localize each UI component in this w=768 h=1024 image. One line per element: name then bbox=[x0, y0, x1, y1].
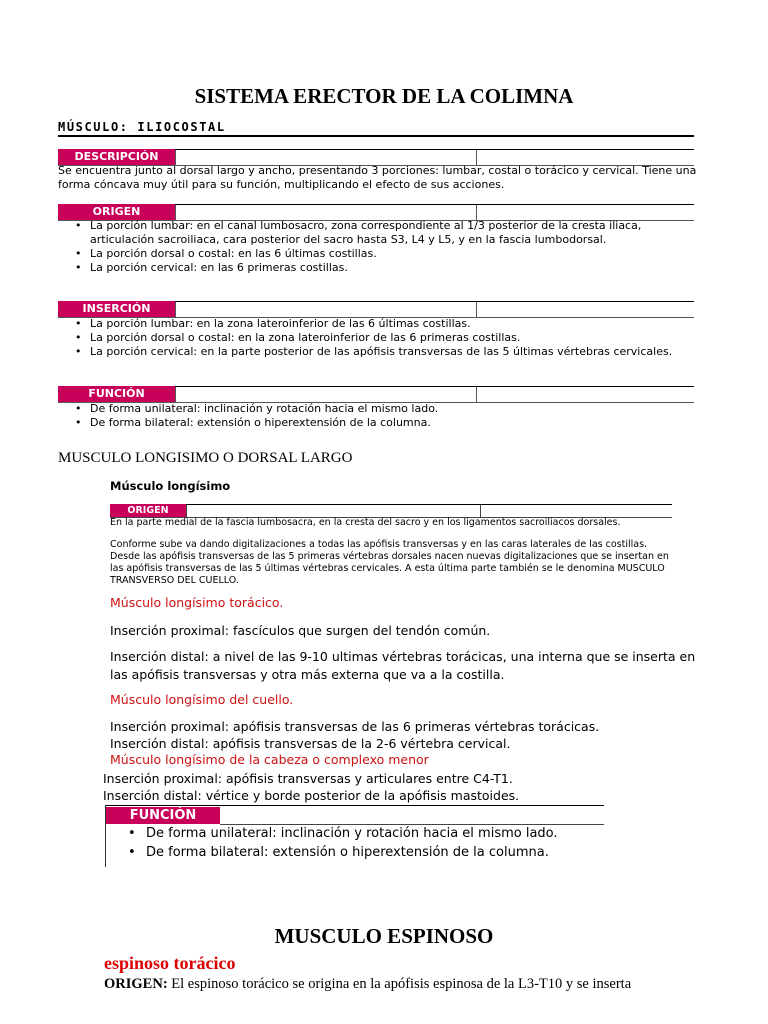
cuello-proximal: Inserción proximal: apófisis transversas de las 6 primeras vértebras torácicas. bbox=[110, 719, 600, 734]
list-item: • De forma bilateral: extensión o hiperextensión de la columna. bbox=[58, 416, 698, 430]
list-item: • La porción lumbar: en el canal lumbosacro, zona correspondiente al 1/3 posterior de la cresta iliaca, bbox=[58, 219, 698, 233]
heading-rule bbox=[58, 135, 694, 137]
toracico-proximal: Inserción proximal: fascículos que surgen del tendón común. bbox=[110, 623, 491, 638]
list-item: • La porción lumbar: en la zona lateroinferior de las 6 últimas costillas. bbox=[58, 317, 698, 331]
toracico-distal-2: las apófisis transversas y otra más externa que va a la costilla. bbox=[110, 667, 505, 682]
section-heading-espinoso: MUSCULO ESPINOSO bbox=[274, 924, 494, 948]
list-item: • De forma bilateral: extensión o hiperextensión de la columna. bbox=[106, 843, 558, 862]
list-item: • La porción cervical: en las 6 primeras costillas. bbox=[58, 261, 698, 275]
espinoso-origen-text bbox=[104, 976, 631, 993]
list-item: • De forma unilateral: inclinación y rotación hacia el mismo lado. bbox=[106, 824, 558, 843]
espinoso-subtitle: espinoso torácico bbox=[104, 953, 236, 973]
muscle-heading-iliocostal: MÚSCULO: ILIOCOSTAL bbox=[58, 120, 226, 134]
list-item bbox=[58, 233, 698, 247]
longisimo-origen-line: las apófisis transversas de las 5 últimas vértebras cervicales. A esta última parte también se le denomina MÚSCULO bbox=[110, 563, 665, 574]
descripcion-tag: DESCRIPCIÓN bbox=[58, 149, 175, 165]
list-item: • La porción cervical: en la parte posterior de las apófisis transversas de las 5 últimas vértebras cervicales. bbox=[58, 345, 698, 359]
list-item-continuation: articulación sacroiliaca, cara posterior del sacro hasta S3, L4 y L5, y en la fascia lumbodorsal. bbox=[90, 233, 607, 246]
page-title: SISTEMA ERECTOR DE LA COLIMNA bbox=[194, 84, 574, 108]
cuello-distal: Inserción distal: apófisis transversas de la 2-6 vértebra cervical. bbox=[110, 736, 511, 751]
origen-tag: ORIGEN bbox=[58, 204, 175, 220]
cabeza-distal: Inserción distal: vértice y borde posterior de la apófisis mastoides. bbox=[103, 788, 520, 803]
origen-list bbox=[58, 219, 698, 275]
funcion-list bbox=[58, 402, 698, 430]
longisimo-subtitle: Músculo longísimo bbox=[110, 479, 231, 493]
insercion-bar bbox=[58, 301, 694, 318]
funcion-bar bbox=[58, 386, 694, 403]
cabeza-proximal: Inserción proximal: apófisis transversas y articulares entre C4-T1. bbox=[103, 771, 513, 786]
descripcion-line: forma cóncava muy útil para su función, multiplicando el efecto de sus acciones. bbox=[58, 178, 505, 191]
longisimo-funcion-box bbox=[105, 805, 604, 867]
longisimo-origen-line: En la parte medial de la fascia lumbosacra, en la cresta del sacro y en los ligamentos sacroiliacos dorsales. bbox=[110, 517, 621, 528]
list-item: • La porción dorsal o costal: en las 6 últimas costillas. bbox=[58, 247, 698, 261]
toracico-title: Músculo longísimo torácico. bbox=[110, 595, 284, 610]
section-heading-longisimo: MUSCULO LONGISIMO O DORSAL LARGO bbox=[58, 450, 353, 466]
insercion-tag: INSERCIÓN bbox=[58, 301, 175, 317]
espinoso-origen-body: El espinoso torácico se origina en la apófisis espinosa de la L3-T10 y se inserta bbox=[167, 976, 632, 992]
cabeza-title: Músculo longísimo de la cabeza o complexo menor bbox=[110, 752, 429, 767]
longisimo-origen-line: Desde las apófisis transversas de las 5 primeras vértebras dorsales nacen nuevas digitalizaciones que se insertan en bbox=[110, 551, 669, 562]
longisimo-origen-tag: ORIGEN bbox=[110, 504, 186, 517]
list-item: • La porción dorsal o costal: en la zona lateroinferior de las 6 primeras costillas. bbox=[58, 331, 698, 345]
longisimo-funcion-tag: FUNCIÓN bbox=[106, 807, 220, 824]
list-item: • De forma unilateral: inclinación y rotación hacia el mismo lado. bbox=[58, 402, 698, 416]
longisimo-funcion-list bbox=[106, 824, 558, 862]
descripcion-text bbox=[58, 164, 698, 192]
insercion-list bbox=[58, 317, 698, 359]
funcion-tag: FUNCIÓN bbox=[58, 386, 175, 402]
longisimo-origen-line: Conforme sube va dando digitalizaciones a todas las apófisis transversas y en las caras laterales de las costillas. bbox=[110, 539, 648, 550]
longisimo-origen-bar bbox=[110, 504, 672, 518]
espinoso-origen-label: ORIGEN: bbox=[104, 976, 168, 992]
toracico-distal-1: Inserción distal: a nivel de las 9-10 ultimas vértebras torácicas, una interna que se inserta en bbox=[110, 649, 696, 664]
longisimo-origen-line: TRANSVERSO DEL CUELLO. bbox=[110, 575, 239, 586]
descripcion-line: Se encuentra junto al dorsal largo y ancho, presentando 3 porciones: lumbar, costal o torácico y cervical. Tiene una bbox=[58, 164, 697, 177]
cuello-title: Músculo longísimo del cuello. bbox=[110, 692, 294, 707]
